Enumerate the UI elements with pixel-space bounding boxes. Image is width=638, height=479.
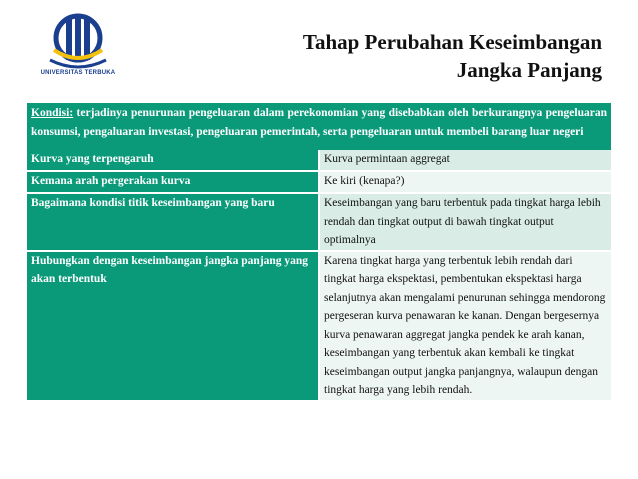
condition-row	[27, 103, 611, 150]
row-value: Ke kiri (kenapa?)	[319, 171, 611, 193]
table-row	[27, 251, 611, 401]
title-line-1: Tahap Perubahan Keseimbangan	[302, 30, 602, 54]
footer-band	[0, 451, 638, 479]
row-value: Keseimbangan yang baru terbentuk pada tingkat harga lebih rendah dan tingkat output di bawah tingkat output optimalnya	[319, 193, 611, 251]
row-label: Kemana arah pergerakan kurva	[27, 171, 319, 193]
title-line-2: Jangka Panjang	[456, 58, 602, 82]
table-row	[27, 150, 611, 171]
logo-text: UNIVERSITAS TERBUKA	[40, 70, 116, 76]
row-label: Bagaimana kondisi titik keseimbangan yang baru	[27, 193, 319, 251]
table-row	[27, 171, 611, 193]
row-value: Karena tingkat harga yang terbentuk lebih rendah dari tingkat harga ekspektasi, pembentukan ekspektasi harga selanjutnya akan mengalami penurunan sehingga mendorong pergeseran kurva penawaran ke kanan. Dengan bergesernya kurva penawaran aggregat jangka pendek ke arah kanan, keseimbangan yang terbentuk akan kembali ke tingkat keseimbangan output jangka panjangnya, walaupun dengan tingkat harga yang lebih rendah.	[319, 251, 611, 401]
condition-text: terjadinya penurunan pengeluaran dalam perekonomian yang disebabkan oleh berkurangnya pengeluaran konsumsi, pengaluaran investasi, pengeluaran pemerintah, serta pengeluaran untuk membeli barang luar negeri	[31, 107, 607, 138]
content-table	[27, 103, 611, 402]
row-label: Hubungkan dengan keseimbangan jangka panjang yang akan terbentuk	[27, 251, 319, 401]
page-title	[303, 28, 602, 84]
condition-cell	[27, 103, 611, 150]
row-label: Kurva yang terpengaruh	[27, 150, 319, 171]
table-row	[27, 193, 611, 251]
row-value: Kurva permintaan aggregat	[319, 150, 611, 171]
condition-label: Kondisi:	[31, 107, 74, 119]
